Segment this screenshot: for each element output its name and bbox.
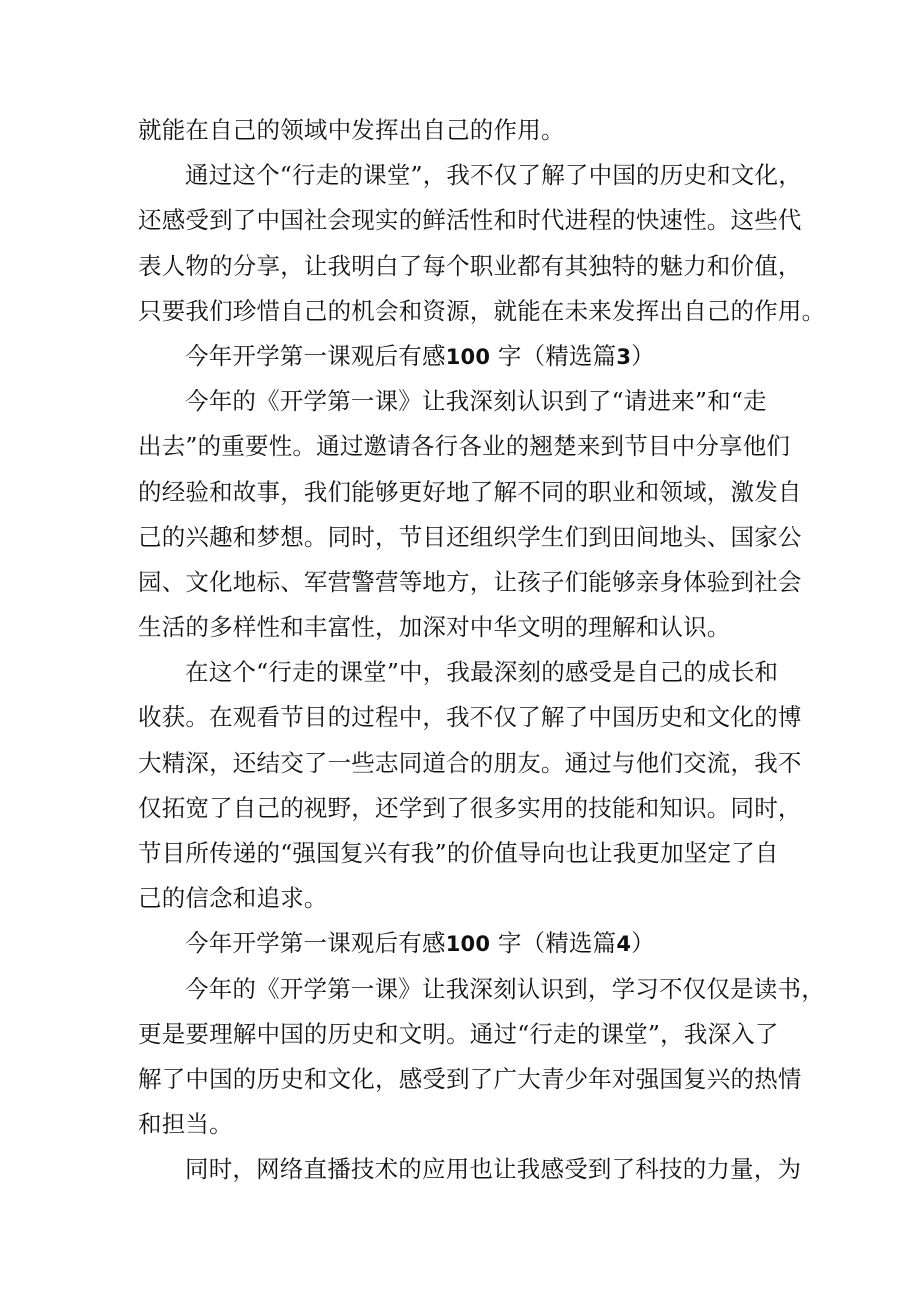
paragraph-line: 己的信念和追求。 (138, 884, 328, 913)
heading-close: ） (631, 341, 655, 370)
paragraph-line: 今年的《开学第一课》让我深刻认识到，学习不仅仅是读书， (185, 974, 825, 1003)
heading-text: 今年开学第一课观后有感 (185, 341, 446, 370)
paragraph-line: 就能在自己的领域中发挥出自己的作用。 (138, 116, 565, 144)
heading-number: 100 (445, 932, 491, 957)
paragraph-line: 在这个“行走的课堂”中，我最深刻的感受是自己的成长和 (185, 658, 779, 687)
heading-part-number: 3 (616, 344, 632, 369)
heading-number: 100 (445, 344, 491, 369)
heading-close: ） (631, 929, 655, 958)
paragraph-line: 大精深，还结交了一些志同道合的朋友。通过与他们交流，我不 (138, 748, 802, 777)
paragraph-line: 的经验和故事，我们能够更好地了解不同的职业和领域，激发自 (138, 477, 802, 506)
paragraph-line: 今年的《开学第一课》让我深刻认识到了“请进来”和“走 (185, 387, 767, 416)
paragraph-line: 表人物的分享，让我明白了每个职业都有其独特的魅力和价值， (138, 251, 802, 280)
paragraph-line: 解了中国的历史和文化，感受到了广大青少年对强国复兴的热情 (138, 1064, 802, 1093)
heading-text: 字（精选篇 (497, 341, 617, 370)
paragraph-line: 节目所传递的“强国复兴有我”的价值导向也让我更加坚定了自 (138, 839, 779, 867)
paragraph-line: 收获。在观看节目的过程中，我不仅了解了中国历史和文化的博 (138, 703, 802, 732)
paragraph-line: 和担当。 (138, 1110, 233, 1139)
paragraph-line: 更是要理解中国的历史和文明。通过“行走的课堂”，我深入了 (138, 1019, 779, 1048)
paragraph-line: 己的兴趣和梦想。同时，节目还组织学生们到田间地头、国家公 (138, 522, 802, 551)
paragraph-line: 通过这个“行走的课堂”，我不仅了解了中国的历史和文化， (185, 161, 802, 190)
section-heading-3 (138, 334, 788, 379)
paragraph-line: 仅拓宽了自己的视野，还学到了很多实用的技能和知识。同时， (138, 793, 802, 822)
paragraph-line: 只要我们珍惜自己的机会和资源，就能在未来发挥出自己的作用。 (138, 296, 826, 325)
paragraph-line: 还感受到了中国社会现实的鲜活性和时代进程的快速性。这些代 (138, 206, 802, 235)
heading-text: 今年开学第一课观后有感 (185, 929, 446, 958)
paragraph-line: 同时，网络直播技术的应用也让我感受到了科技的力量，为 (185, 1155, 802, 1184)
heading-part-number: 4 (616, 932, 632, 957)
document-body (138, 108, 826, 1193)
paragraph-line: 园、文化地标、军营警营等地方，让孩子们能够亲身体验到社会 (138, 567, 802, 596)
paragraph-line: 生活的多样性和丰富性，加深对中华文明的理解和认识。 (138, 613, 731, 642)
section-heading-4 (138, 921, 788, 966)
paragraph-line: 出去”的重要性。通过邀请各行各业的翘楚来到节目中分享他们 (138, 432, 791, 461)
heading-text: 字（精选篇 (497, 929, 617, 958)
